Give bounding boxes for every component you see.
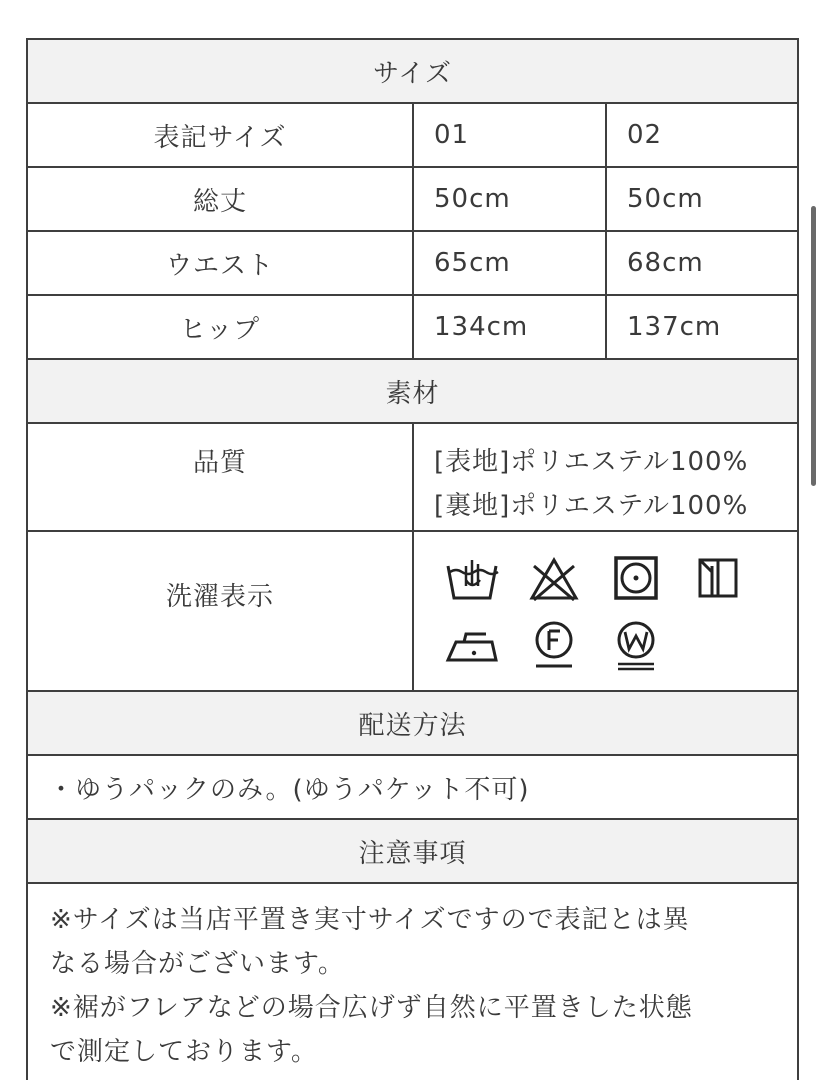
size-row-value-02: 137cm xyxy=(606,295,798,359)
size-row-label: ウエスト xyxy=(27,231,413,295)
size-row-hip xyxy=(27,295,798,359)
size-row-label: 総丈 xyxy=(27,167,413,231)
size-header-label: 表記サイズ xyxy=(27,103,413,167)
size-row-value-02: 68cm xyxy=(606,231,798,295)
shipping-method-text: ・ゆうパックのみ。(ゆうパケット不可) xyxy=(27,755,798,819)
notes-row xyxy=(27,883,798,1080)
note-line: ※サイズは当店平置き実寸サイズですので表記とは異 xyxy=(50,905,690,935)
note-line: なる場合がございます。 xyxy=(50,949,345,979)
product-spec-table-container xyxy=(26,38,797,1080)
size-row-value-02: 50cm xyxy=(606,167,798,231)
note-line: ※裾がフレアなどの場合広げず自然に平置きした状態 xyxy=(50,993,693,1023)
dry-clean-f-icon xyxy=(524,618,584,672)
care-label: 洗濯表示 xyxy=(27,531,413,691)
size-row-value-01: 134cm xyxy=(413,295,606,359)
product-spec-table xyxy=(26,38,799,1080)
size-row-value-01: 65cm xyxy=(413,231,606,295)
quality-label: 品質 xyxy=(27,423,413,531)
size-row-value-01: 50cm xyxy=(413,167,606,231)
tumble-dry-icon xyxy=(606,552,666,606)
material-section-title: 素材 xyxy=(27,359,798,423)
quality-row xyxy=(27,423,798,531)
size-row-length xyxy=(27,167,798,231)
quality-line-lining: [裏地]ポリエステル100% xyxy=(434,491,749,521)
note-line: で測定しております。 xyxy=(50,1037,318,1067)
shipping-row xyxy=(27,755,798,819)
quality-value xyxy=(413,423,798,531)
care-symbol-grid xyxy=(442,552,797,680)
size-section-title: サイズ xyxy=(27,39,798,103)
hand-wash-icon xyxy=(442,552,502,606)
notes-section-title: 注意事項 xyxy=(27,819,798,883)
shipping-section-title: 配送方法 xyxy=(27,691,798,755)
iron-low-icon xyxy=(442,618,502,672)
vertical-scrollbar[interactable] xyxy=(811,206,816,486)
notes-section-header-row xyxy=(27,819,798,883)
size-row-waist xyxy=(27,231,798,295)
care-row xyxy=(27,531,798,691)
shipping-section-header-row xyxy=(27,691,798,755)
line-dry-shade-icon xyxy=(688,552,748,606)
size-header-row xyxy=(27,103,798,167)
material-section-header-row xyxy=(27,359,798,423)
size-header-col1: 01 xyxy=(413,103,606,167)
quality-line-outer: [表地]ポリエステル100% xyxy=(434,447,749,477)
size-row-label: ヒップ xyxy=(27,295,413,359)
size-header-col2: 02 xyxy=(606,103,798,167)
wet-clean-w-icon xyxy=(606,618,666,672)
size-section-header-row xyxy=(27,39,798,103)
no-bleach-icon xyxy=(524,552,584,606)
care-symbols xyxy=(413,531,798,691)
notes-text xyxy=(27,883,798,1080)
